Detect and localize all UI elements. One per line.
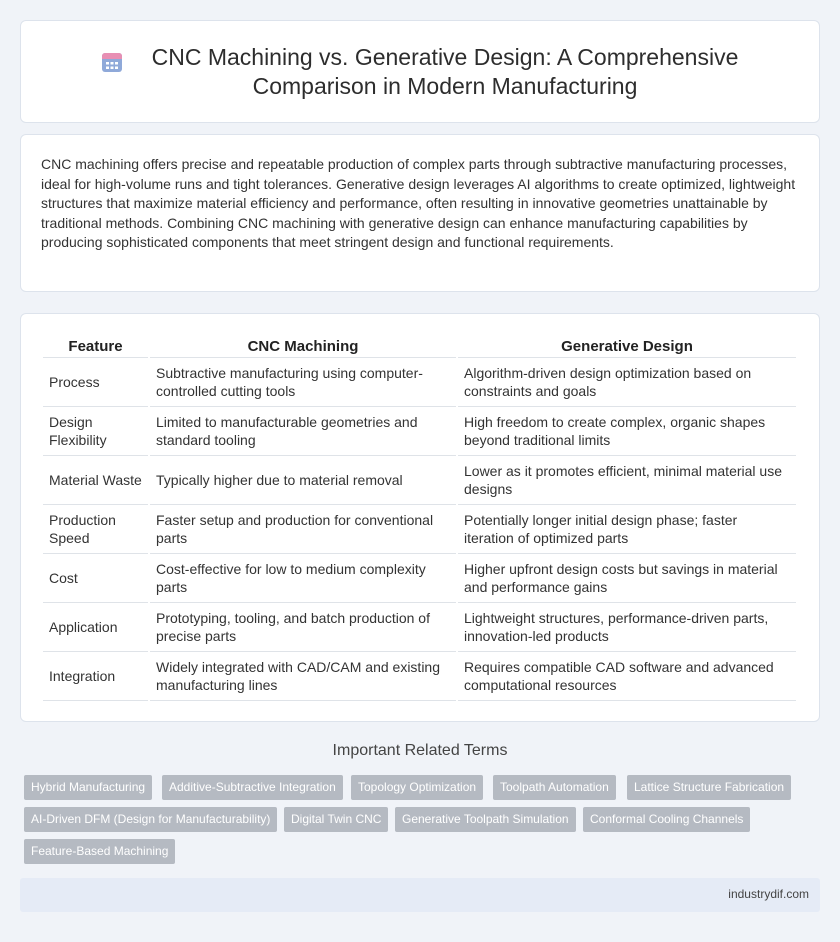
table-row	[43, 554, 796, 603]
table-row	[43, 456, 796, 505]
title-card	[20, 20, 820, 123]
table-row	[43, 505, 796, 554]
row-cnc: Cost-effective for low to medium complexity parts	[150, 554, 456, 603]
tag-digital-twin-cnc[interactable]: Digital Twin CNC	[284, 807, 388, 832]
row-cnc: Faster setup and production for conventional parts	[150, 505, 456, 554]
table-header-row	[43, 333, 796, 358]
row-feature: Integration	[43, 652, 148, 701]
header-cnc: CNC Machining	[150, 333, 456, 358]
tag-feature-based-machining[interactable]: Feature-Based Machining	[24, 839, 175, 864]
header-generative: Generative Design	[458, 333, 796, 358]
row-feature: Production Speed	[43, 505, 148, 554]
row-feature: Material Waste	[43, 456, 148, 505]
row-generative: Lightweight structures, performance-driven parts, innovation-led products	[458, 603, 796, 652]
comparison-card	[20, 313, 820, 722]
comparison-table	[41, 333, 798, 701]
tag-ai-driven-dfm[interactable]: AI-Driven DFM (Design for Manufacturability)	[24, 807, 277, 832]
row-generative: Requires compatible CAD software and advanced computational resources	[458, 652, 796, 701]
intro-paragraph: CNC machining offers precise and repeatable production of complex parts through subtractive manufacturing processes, ideal for high-volume runs and tight tolerances. Generative design leverages AI algorithms to create optimized, lightweight structures that maximize material efficiency and performance, often resulting in innovative geometries unattainable by traditional methods. Combining CNC machining with generative design can enhance manufacturing capabilities by producing sophisticated components that meet stringent design and functional requirements.	[41, 156, 796, 251]
row-feature: Application	[43, 603, 148, 652]
tag-topology-optimization[interactable]: Topology Optimization	[351, 775, 483, 800]
tag-conformal-cooling[interactable]: Conformal Cooling Channels	[583, 807, 750, 832]
row-generative: High freedom to create complex, organic shapes beyond traditional limits	[458, 407, 796, 456]
tag-hybrid-manufacturing[interactable]: Hybrid Manufacturing	[24, 775, 152, 800]
row-generative: Algorithm-driven design optimization based on constraints and goals	[458, 358, 796, 407]
row-generative: Lower as it promotes efficient, minimal material use designs	[458, 456, 796, 505]
row-cnc: Limited to manufacturable geometries and standard tooling	[150, 407, 456, 456]
table-row	[43, 603, 796, 652]
tag-additive-subtractive[interactable]: Additive-Subtractive Integration	[162, 775, 343, 800]
row-cnc: Widely integrated with CAD/CAM and existing manufacturing lines	[150, 652, 456, 701]
row-feature: Process	[43, 358, 148, 407]
tag-generative-toolpath[interactable]: Generative Toolpath Simulation	[395, 807, 576, 832]
table-row	[43, 358, 796, 407]
footer-site[interactable]: industrydif.com	[728, 887, 809, 901]
row-generative: Potentially longer initial design phase; faster iteration of optimized parts	[458, 505, 796, 554]
row-generative: Higher upfront design costs but savings in material and performance gains	[458, 554, 796, 603]
row-feature: Cost	[43, 554, 148, 603]
footer	[20, 878, 820, 912]
table-row	[43, 407, 796, 456]
intro-card	[20, 134, 820, 292]
row-cnc: Subtractive manufacturing using computer-controlled cutting tools	[150, 358, 456, 407]
tag-lattice-structure[interactable]: Lattice Structure Fabrication	[627, 775, 791, 800]
related-terms-heading: Important Related Terms	[332, 742, 508, 759]
row-cnc: Prototyping, tooling, and batch production of precise parts	[150, 603, 456, 652]
row-cnc: Typically higher due to material removal	[150, 456, 456, 505]
page-title: CNC Machining vs. Generative Design: A Comprehensive Comparison in Modern Manufacturing	[151, 43, 739, 99]
row-feature: Design Flexibility	[43, 407, 148, 456]
tag-toolpath-automation[interactable]: Toolpath Automation	[493, 775, 616, 800]
header-feature: Feature	[43, 333, 148, 358]
table-row	[43, 652, 796, 701]
